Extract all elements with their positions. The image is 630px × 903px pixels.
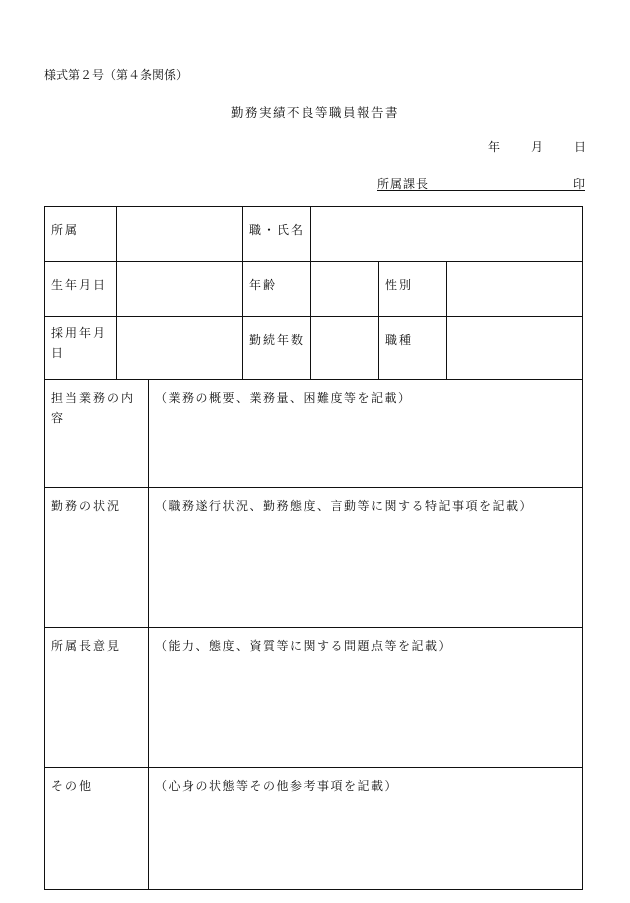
age-label: 年齢 bbox=[243, 262, 311, 317]
other-label: その他 bbox=[45, 768, 149, 890]
table-row bbox=[45, 262, 583, 317]
years-of-service-label: 勤続年数 bbox=[243, 317, 311, 380]
form-number: 様式第２号（第４条関係） bbox=[44, 68, 189, 82]
table-row bbox=[45, 317, 583, 380]
date-month-label: 月 bbox=[531, 140, 544, 154]
duties-description[interactable]: （業務の概要、業務量、困難度等を記載） bbox=[149, 380, 583, 488]
affiliation-value[interactable] bbox=[117, 207, 243, 262]
hire-date-value[interactable] bbox=[117, 317, 243, 380]
work-status-label: 勤務の状況 bbox=[45, 488, 149, 628]
seal-label: 印 bbox=[572, 177, 585, 191]
birth-date-value[interactable] bbox=[117, 262, 243, 317]
table-row bbox=[45, 207, 583, 262]
chief-opinion-label: 所属長意見 bbox=[45, 628, 149, 768]
job-type-label: 職種 bbox=[379, 317, 447, 380]
years-of-service-value[interactable] bbox=[311, 317, 379, 380]
job-type-value[interactable] bbox=[447, 317, 583, 380]
age-value[interactable] bbox=[311, 262, 379, 317]
date-day-label: 日 bbox=[574, 140, 587, 154]
gender-label: 性別 bbox=[379, 262, 447, 317]
date-year-label: 年 bbox=[488, 140, 501, 154]
table-row bbox=[45, 380, 583, 488]
document-title: 勤務実績不良等職員報告書 bbox=[230, 105, 399, 120]
affiliation-label: 所属 bbox=[45, 207, 117, 262]
section-chief-label: 所属課長 bbox=[377, 177, 430, 191]
table-row bbox=[45, 768, 583, 890]
birth-date-label: 生年月日 bbox=[45, 262, 117, 317]
position-name-value[interactable] bbox=[311, 207, 583, 262]
gender-value[interactable] bbox=[447, 262, 583, 317]
work-status-description[interactable]: （職務遂行状況、勤務態度、言動等に関する特記事項を記載） bbox=[149, 488, 583, 628]
duties-label: 担当業務の内容 bbox=[45, 380, 149, 488]
other-description[interactable]: （心身の状態等その他参考事項を記載） bbox=[149, 768, 583, 890]
chief-opinion-description[interactable]: （能力、態度、資質等に関する問題点等を記載） bbox=[149, 628, 583, 768]
table-row bbox=[45, 628, 583, 768]
position-name-label: 職・氏名 bbox=[243, 207, 311, 262]
report-table bbox=[44, 206, 583, 890]
hire-date-label: 採用年月日 bbox=[45, 317, 117, 380]
signature-line bbox=[377, 175, 585, 191]
table-row bbox=[45, 488, 583, 628]
date-line bbox=[488, 138, 586, 155]
